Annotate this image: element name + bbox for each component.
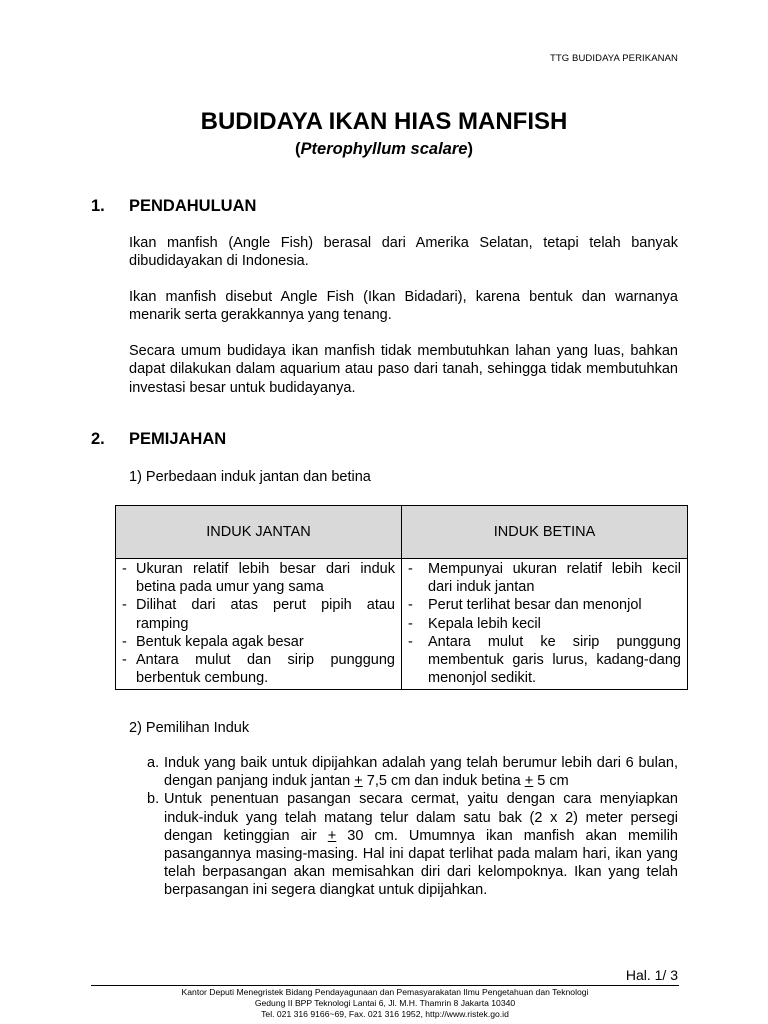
list-item: - Perut terlihat besar dan menonjol xyxy=(408,596,681,614)
plus-minus-symbol: + xyxy=(524,773,534,790)
list-text: 30 cm. Umumnya ikan manfish akan memilih pasangannya masing-masing. Hal ini dapat terlihat pada malam hari, ikan yang telah berpasangan akan memisahkan diri dari kelompoknya. Ikan yang telah berpasangan ini segera diangkat untuk dipijahkan. xyxy=(164,827,678,899)
induk-comparison-table xyxy=(115,505,688,690)
paragraph: Ikan manfish disebut Angle Fish (Ikan Bidadari), karena bentuk dan warnanya menarik serta gerakkannya yang tenang. xyxy=(129,289,678,324)
induk-jantan-list xyxy=(122,560,395,687)
paragraph: Secara umum budidaya ikan manfish tidak membutuhkan lahan yang luas, bahkan dapat dilakukan dalam aquarium atau paso dari tanah, sehingga tidak membutuhkan investasi besar untuk budidayanya. xyxy=(129,343,678,396)
list-marker: a. xyxy=(147,755,160,771)
footer-line: Gedung II BPP Teknologi Lantai 6, Jl. M.H. Thamrin 8 Jakarta 10340 xyxy=(254,998,516,1008)
list-text: Untuk penentuan pasangan secara cermat, yaitu dengan cara menyiapkan induk-induk yang telah matang telur dalam satu bak (2 x 2) meter persegi dengan ketinggian air xyxy=(164,791,678,844)
section-number: 1. xyxy=(91,197,105,215)
plus-minus-symbol: + xyxy=(327,827,337,844)
section-title: PENDAHULUAN xyxy=(129,197,257,215)
column-header-induk-betina: INDUK BETINA xyxy=(402,506,688,559)
induk-jantan-cell xyxy=(116,559,402,690)
section-title: PEMIJAHAN xyxy=(129,430,227,448)
list-item: - Dilihat dari atas perut pipih atau ramping xyxy=(122,596,395,632)
list-marker: b. xyxy=(147,791,160,808)
list-text: 5 cm xyxy=(533,773,569,790)
induk-betina-cell xyxy=(402,559,688,690)
scientific-name: Pterophyllum scalare xyxy=(300,140,468,158)
page-footer xyxy=(91,987,679,1020)
list-item: - Antara mulut ke sirip punggung membentuk garis lurus, kadang-dang menonjol sedikit. xyxy=(408,633,681,688)
subheading-perbedaan-induk: 1) Perbedaan induk jantan dan betina xyxy=(129,469,371,485)
page-number: Hal. 1/ 3 xyxy=(625,967,678,983)
document-subtitle xyxy=(0,140,768,159)
subheading-pemilihan-induk: 2) Pemilihan Induk xyxy=(129,720,250,736)
list-text: Induk yang baik untuk dipijahkan adalah yang telah berumur lebih dari 6 bulan, dengan panjang induk jantan xyxy=(164,755,678,790)
induk-betina-list xyxy=(408,560,681,687)
pemilihan-induk-list xyxy=(147,754,678,900)
list-item: - Ukuran relatif lebih besar dari induk betina pada umur yang sama xyxy=(122,560,395,596)
list-item xyxy=(147,790,678,899)
section-heading-pemijahan xyxy=(91,430,226,449)
list-item: - Bentuk kepala agak besar xyxy=(122,633,395,651)
section-number: 2. xyxy=(91,430,105,448)
footer-line: Kantor Deputi Menegristek Bidang Pendayagunaan dan Pemasyarakatan Ilmu Pengetahuan dan Teknologi xyxy=(181,987,589,997)
table-row xyxy=(116,559,688,690)
list-item: - Mempunyai ukuran relatif lebih kecil dari induk jantan xyxy=(408,560,681,596)
list-item xyxy=(147,754,678,790)
footer-divider xyxy=(91,985,679,986)
footer-line: Tel. 021 316 9166~69, Fax. 021 316 1952, http://www.ristek.go.id xyxy=(261,1009,509,1019)
running-header: TTG BUDIDAYA PERIKANAN xyxy=(549,53,678,64)
list-item: - Kepala lebih kecil xyxy=(408,615,681,633)
plus-minus-symbol: + xyxy=(354,773,363,790)
subtitle-open-paren: ( xyxy=(295,140,301,158)
subtitle-close-paren: ) xyxy=(467,140,473,158)
document-title: BUDIDAYA IKAN HIAS MANFISH xyxy=(200,108,568,135)
column-header-induk-jantan: INDUK JANTAN xyxy=(116,506,402,559)
list-text: 7,5 cm dan induk betina xyxy=(362,773,525,790)
list-item: - Antara mulut dan sirip punggung berbentuk cembung. xyxy=(122,651,395,687)
section-heading-pendahuluan xyxy=(91,197,256,216)
paragraph: Ikan manfish (Angle Fish) berasal dari Amerika Selatan, tetapi telah banyak dibudidayakan di Indonesia. xyxy=(129,235,678,270)
table-header-row xyxy=(116,506,688,559)
